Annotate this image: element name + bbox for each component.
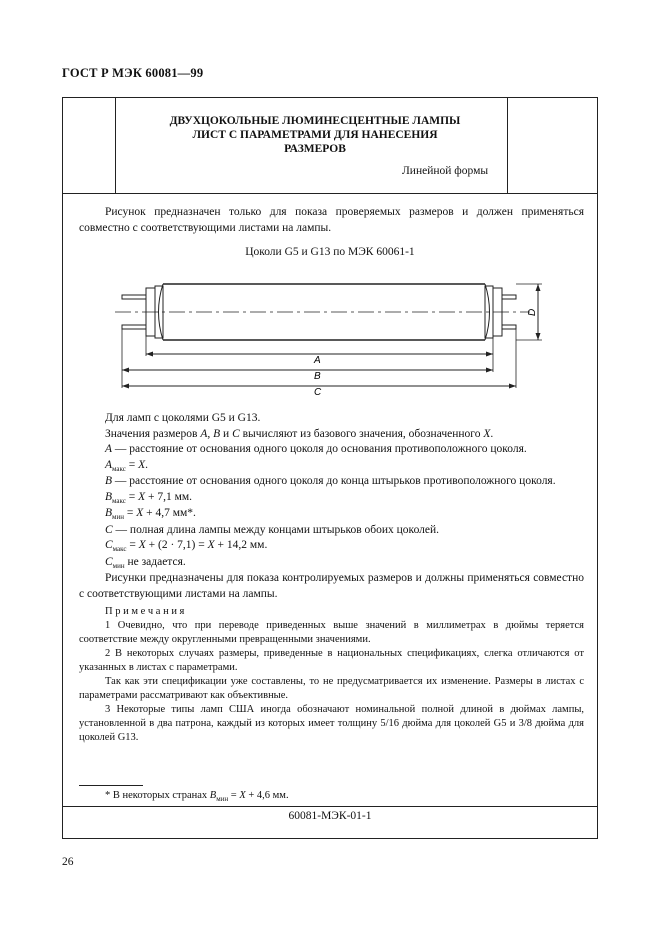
body-line-c-max: $C_{макс} = X + (2 \cdot 7,1) = X + 14,2$ мм.: [105, 539, 268, 553]
body-text: [79, 411, 584, 602]
body-line-c-min: $C_{мин}$ не задается.: [105, 555, 186, 570]
left-pin-top: [122, 295, 146, 299]
title-line-3: РАЗМЕРОВ: [284, 143, 346, 155]
page-number: 26: [62, 856, 74, 868]
notes: [79, 605, 584, 745]
left-pin-bottom: [122, 325, 146, 329]
dimension-a-label: A: [314, 355, 321, 366]
figure-caption: Цоколи G5 и G13 по МЭК 60061-1: [245, 246, 415, 258]
document-header: ГОСТ Р МЭК 60081—99: [62, 66, 204, 80]
body-line-b-def: B — расстояние от основания одного цоколя до конца штырьков противоположного цоколя.: [105, 475, 556, 487]
title-divider: [63, 193, 597, 194]
note-2-cont: Так как эти спецификации уже составлены, то не предусматривается их изменение. Размеры в листах с параметрами рассматривают как объективные.: [79, 676, 584, 701]
title-line-1: ДВУХЦОКОЛЬНЫЕ ЛЮМИНЕСЦЕНТНЫЕ ЛАМПЫ: [169, 115, 461, 127]
body-line-b-min: $B_{мин} = X + 4,7$ мм*.: [105, 507, 196, 521]
body-line-a-def: A — расстояние от основания одного цоколя до основания противоположного цоколя.: [105, 443, 527, 455]
note-1: 1 Очевидно, что при переводе приведенных выше значений в миллиметрах в дюймы теряется соответствие между округленными превращенными значениями.: [79, 620, 584, 645]
footnote-rule: [79, 785, 143, 786]
note-2: 2 В некоторых случаях размеры, приведенные в национальных спецификациях, слегка отличаются от указанных в листах с параметрами.: [79, 648, 584, 673]
dimension-c-label: C: [314, 387, 322, 398]
intro-paragraph: Рисунок предназначен только для показа проверяемых размеров и должен применяться совместно с соответствующими листами на лампы.: [79, 206, 584, 234]
footnote: * В некоторых странах $B_{мин} = X + 4,6$ мм.: [105, 790, 289, 803]
title-line-2: ЛИСТ С ПАРАМЕТРАМИ ДЛЯ НАНЕСЕНИЯ: [192, 129, 438, 141]
right-pin-bottom: [502, 325, 516, 329]
body-line-a-max: $A_{макс} = X$.: [105, 458, 149, 473]
sheet-title: [122, 114, 508, 156]
body-closing: Рисунки предназначены для показа контролируемых размеров и должны применяться совместно с соответствующими листами на лампы.: [79, 572, 584, 600]
lamp-drawing: [110, 272, 550, 402]
sheet-code: 60081-МЭК-01-1: [288, 810, 372, 822]
sheet-subtitle: Линейной формы: [402, 165, 489, 177]
body-line-b-max: $B_{макс} = X + 7,1$ мм.: [105, 490, 193, 505]
dimension-b-label: B: [314, 371, 321, 382]
body-line-values: Значения размеров A, B и C вычисляют из базового значения, обозначенного X.: [105, 427, 494, 440]
note-3: 3 Некоторые типы ламп США иногда обозначают номинальной полной длиной в дюймах лампы, установленной в два патрона, каждый из которых имеет толщину 5/16 дюйма для цоколей G5 и 3/8 дюйма для цоколей G13.: [79, 704, 584, 743]
right-pin-top: [502, 295, 516, 299]
body-line-c-def: C — полная длина лампы между концами штырьков обоих цоколей.: [105, 523, 440, 536]
dimension-d-label: D: [527, 308, 538, 316]
footer-divider: [63, 806, 597, 807]
notes-heading: П р и м е ч а н и я: [105, 606, 185, 617]
body-line-lamps: Для ламп с цоколями G5 и G13.: [105, 412, 261, 424]
title-left-line: [115, 98, 116, 193]
